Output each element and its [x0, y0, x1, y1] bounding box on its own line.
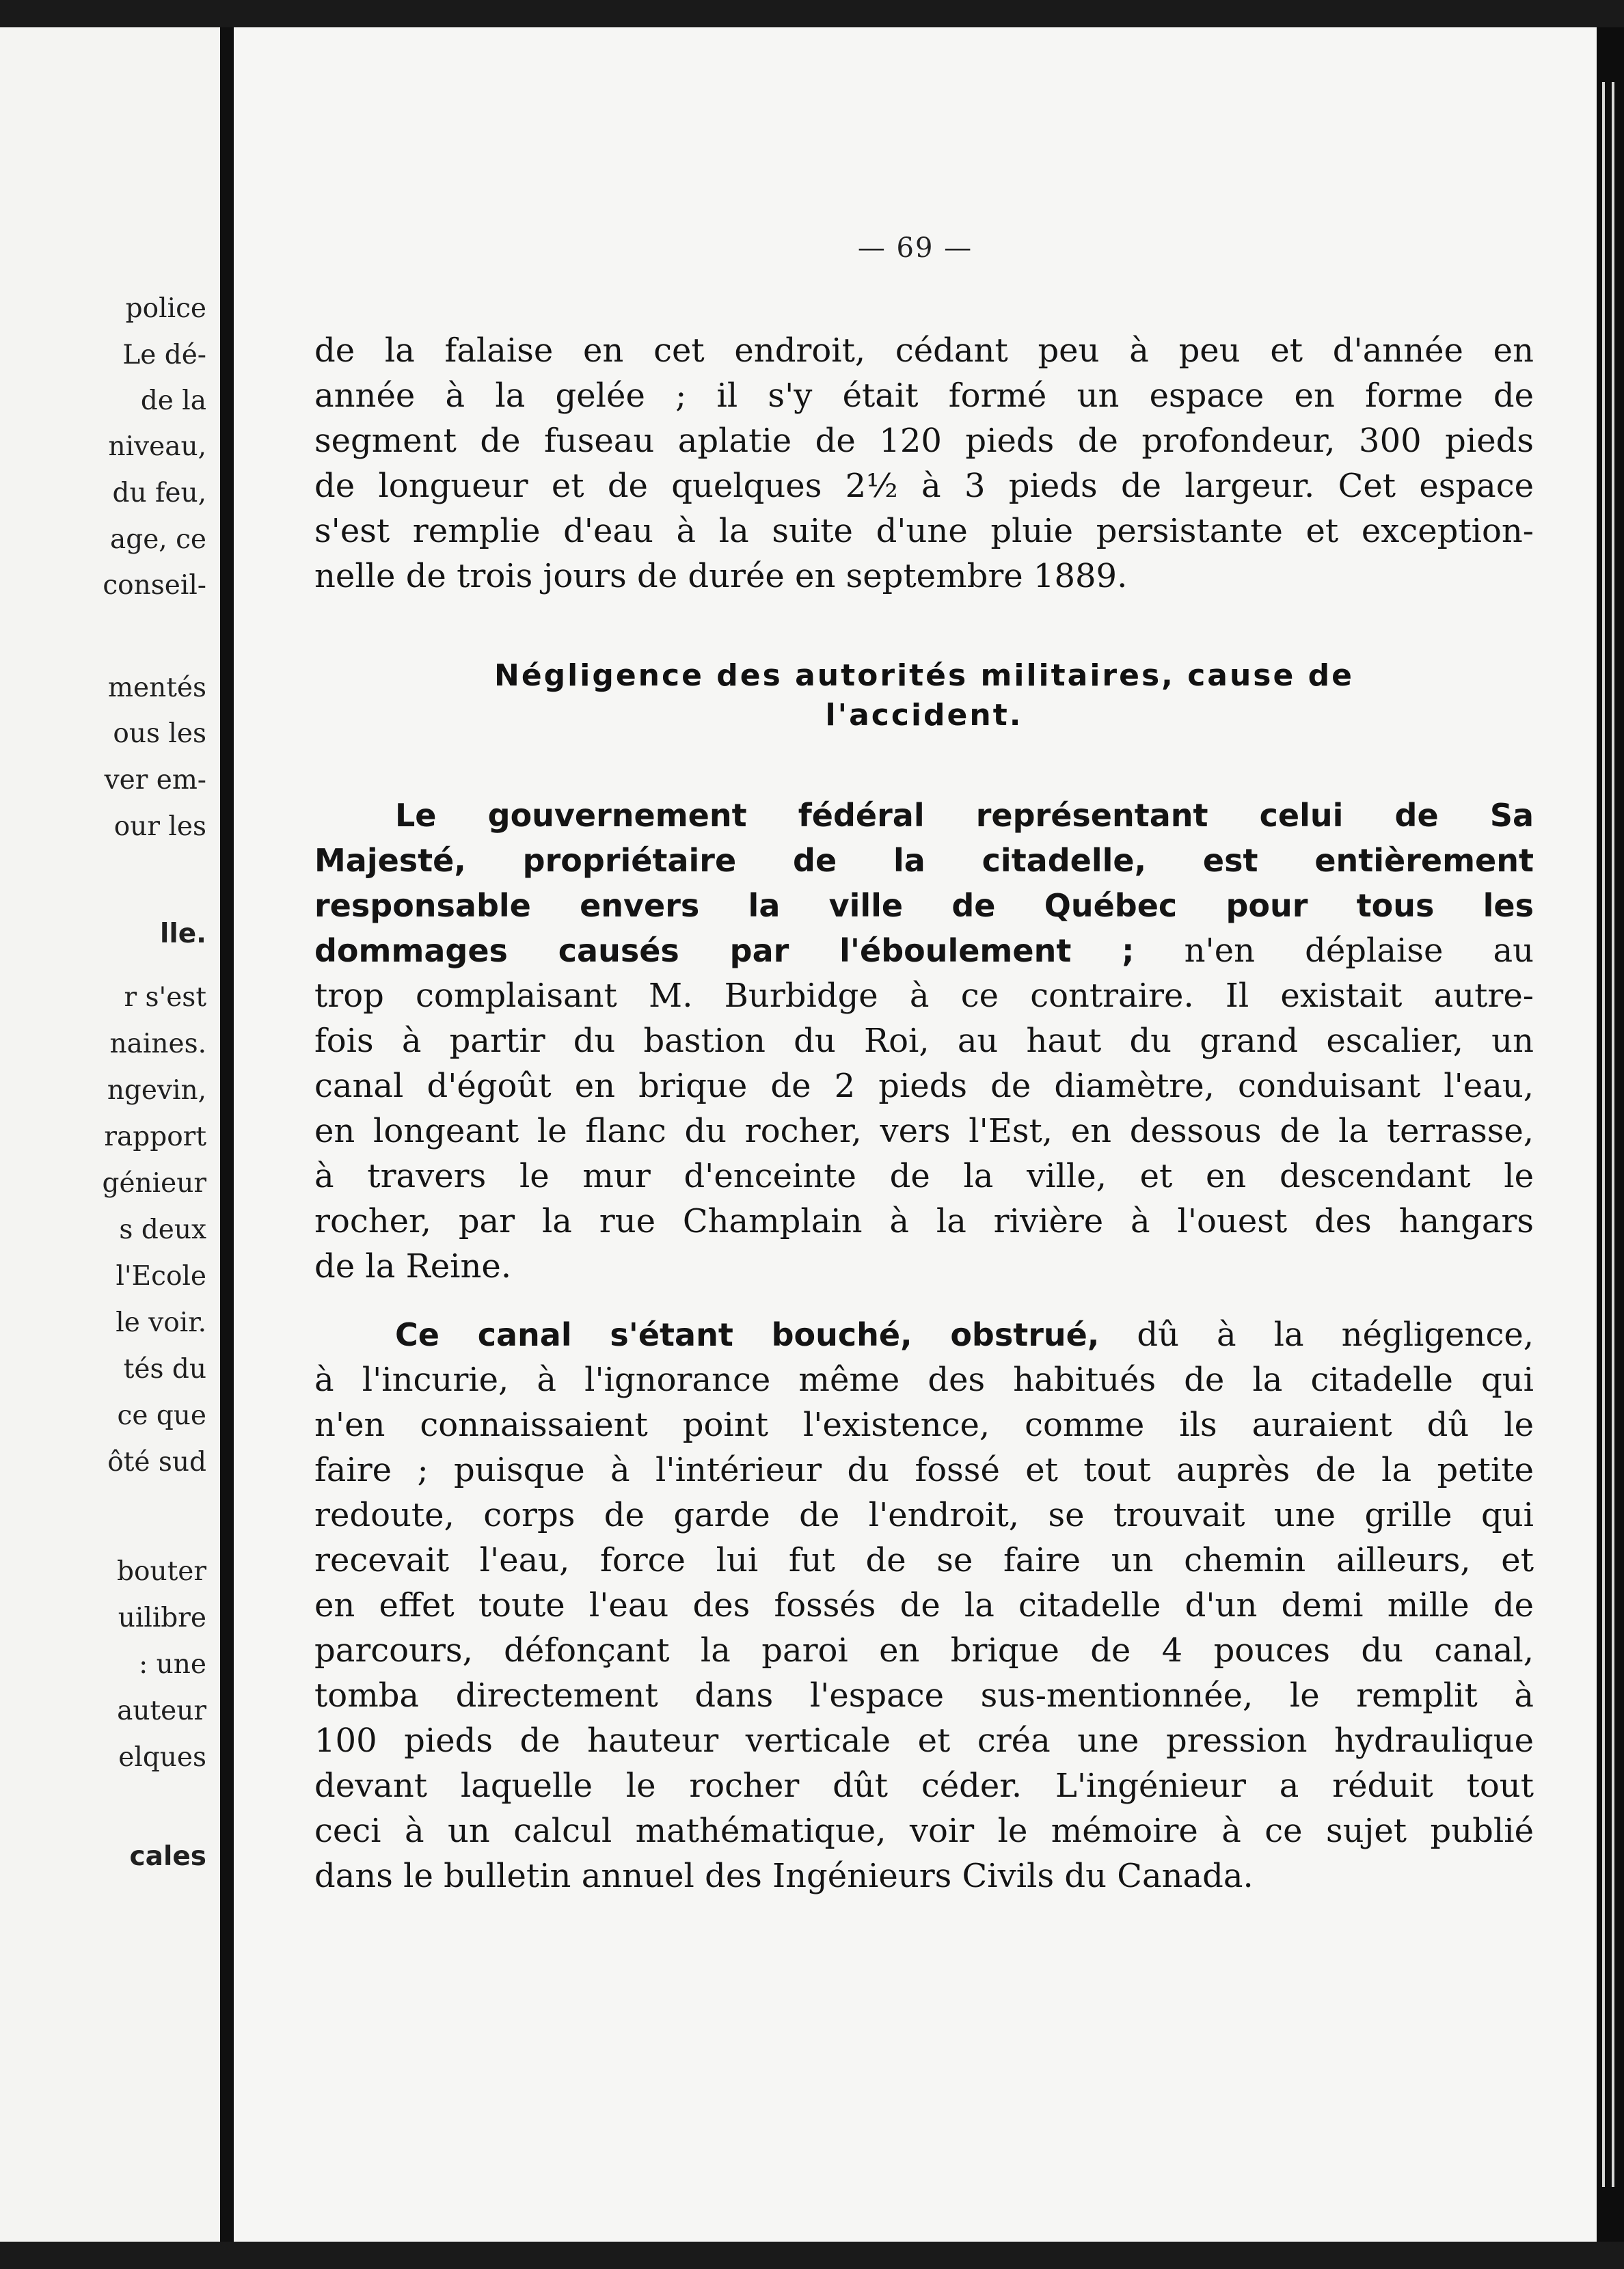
text-line: n'en connaissaient point l'existence, comme ils auraient dû le [314, 1406, 1534, 1444]
left-page-line: Le dé- [122, 340, 206, 370]
text-line: de la Reine. [314, 1247, 512, 1286]
left-page-line: le voir. [116, 1307, 206, 1338]
bold-fragment: dommages causés par l'éboulement ; [314, 932, 1135, 969]
text-line: segment de fuseau aplatie de 120 pieds de profondeur, 300 pieds [314, 422, 1534, 460]
left-page-line: tés du [123, 1354, 206, 1385]
paragraph-3 [314, 1312, 1534, 1899]
text-line: ceci à un calcul mathématique, voir le mémoire à ce sujet publié [314, 1812, 1534, 1850]
bold-line: Le gouvernement fédéral représentant celui de Sa [395, 797, 1534, 834]
left-page-line: conseil- [103, 570, 206, 601]
left-page-line: ver em- [104, 765, 206, 796]
text-line: redoute, corps de garde de l'endroit, se trouvait une grille qui [314, 1496, 1534, 1534]
page-edge-line [1602, 82, 1605, 2187]
left-page-line: mentés [108, 672, 206, 703]
left-page-line: ngevin, [107, 1075, 206, 1106]
text-line: année à la gelée ; il s'y était formé un espace en forme de [314, 377, 1534, 415]
text-line: trop complaisant M. Burbidge à ce contraire. Il existait autre- [314, 977, 1534, 1015]
left-page-line: l'Ecole [116, 1261, 206, 1292]
bold-fragment: Ce canal s'étant bouché, obstrué, [395, 1316, 1100, 1353]
left-page-line: auteur [117, 1696, 206, 1726]
text-line: de longueur et de quelques 2½ à 3 pieds de largeur. Cet espace [314, 467, 1534, 505]
left-page-line: bouter [117, 1556, 206, 1587]
mixed-line [314, 1312, 1534, 1357]
left-page-line: niveau, [108, 431, 206, 462]
text-line: en effet toute l'eau des fossés de la citadelle d'un demi mille de [314, 1586, 1534, 1625]
left-page-line: s deux [119, 1214, 206, 1245]
page-edge [1597, 27, 1624, 2242]
text-line: à l'incurie, à l'ignorance même des habitués de la citadelle qui [314, 1361, 1534, 1399]
bold-line: responsable envers la ville de Québec pour tous les [314, 887, 1534, 924]
text-line: faire ; puisque à l'intérieur du fossé et tout auprès de la petite [314, 1451, 1534, 1489]
left-page-line: naines. [109, 1029, 206, 1059]
page-number: — 69 — [857, 232, 973, 264]
section-heading [314, 656, 1534, 735]
text-line: nelle de trois jours de durée en septembre 1889. [314, 557, 1128, 595]
text-line: de la falaise en cet endroit, cédant peu à peu et d'année en [314, 331, 1534, 370]
text-line: en longeant le flanc du rocher, vers l'Est, en dessous de la terrasse, [314, 1112, 1534, 1150]
text-line: s'est remplie d'eau à la suite d'une pluie persistante et exception- [314, 512, 1534, 550]
left-page-line: rapport [104, 1122, 206, 1152]
text-line: à travers le mur d'enceinte de la ville, et en descendant le [314, 1157, 1534, 1195]
heading-line: l'accident. [825, 698, 1023, 733]
regular-fragment: dû à la négligence, [1099, 1316, 1534, 1354]
heading-line: Négligence des autorités militaires, cause de [494, 658, 1354, 693]
left-page-line: ôté sud [107, 1447, 206, 1478]
text-line: recevait l'eau, force lui fut de se faire un chemin ailleurs, et [314, 1541, 1534, 1579]
mixed-line [314, 928, 1534, 973]
page-edge-line [1612, 82, 1614, 2187]
left-page-line: génieur [102, 1168, 206, 1199]
text-line: 100 pieds de hauteur verticale et créa une pression hydraulique [314, 1722, 1534, 1760]
left-page-line: du feu, [112, 478, 206, 508]
text-line: tomba directement dans l'espace sus-mentionnée, le remplit à [314, 1676, 1534, 1715]
paragraph-1 [314, 328, 1534, 599]
bold-line: Majesté, propriétaire de la citadelle, est entièrement [314, 842, 1534, 879]
text-line: dans le bulletin annuel des Ingénieurs Civils du Canada. [314, 1857, 1254, 1895]
left-page-line: : une [139, 1649, 206, 1680]
text-line: rocher, par la rue Champlain à la rivière à l'ouest des hangars [314, 1202, 1534, 1240]
left-page-line: de la [140, 385, 206, 416]
left-page-line: elques [118, 1742, 206, 1773]
left-page-line: ous les [113, 718, 206, 749]
left-page-line: police [125, 293, 206, 324]
text-line: canal d'égoût en brique de 2 pieds de diamètre, conduisant l'eau, [314, 1067, 1534, 1105]
right-page [234, 27, 1597, 2242]
text-line: devant laquelle le rocher dût céder. L'ingénieur a réduit tout [314, 1767, 1534, 1805]
left-page-line: lle. [159, 919, 206, 949]
book-gutter [220, 27, 234, 2242]
paragraph-2 [314, 793, 1534, 1289]
text-line: fois à partir du bastion du Roi, au haut du grand escalier, un [314, 1022, 1534, 1060]
left-page-line: uilibre [118, 1603, 206, 1633]
regular-fragment: n'en déplaise au [1134, 932, 1534, 970]
left-page-line: ce que [117, 1400, 206, 1431]
text-line: parcours, défonçant la paroi en brique de 4 pouces du canal, [314, 1631, 1534, 1670]
left-page-line: cales [129, 1841, 206, 1872]
left-page-line: our les [113, 811, 206, 842]
left-page-line: r s'est [124, 982, 206, 1013]
left-page-fragment [0, 27, 220, 2242]
left-page-line: age, ce [109, 524, 206, 555]
